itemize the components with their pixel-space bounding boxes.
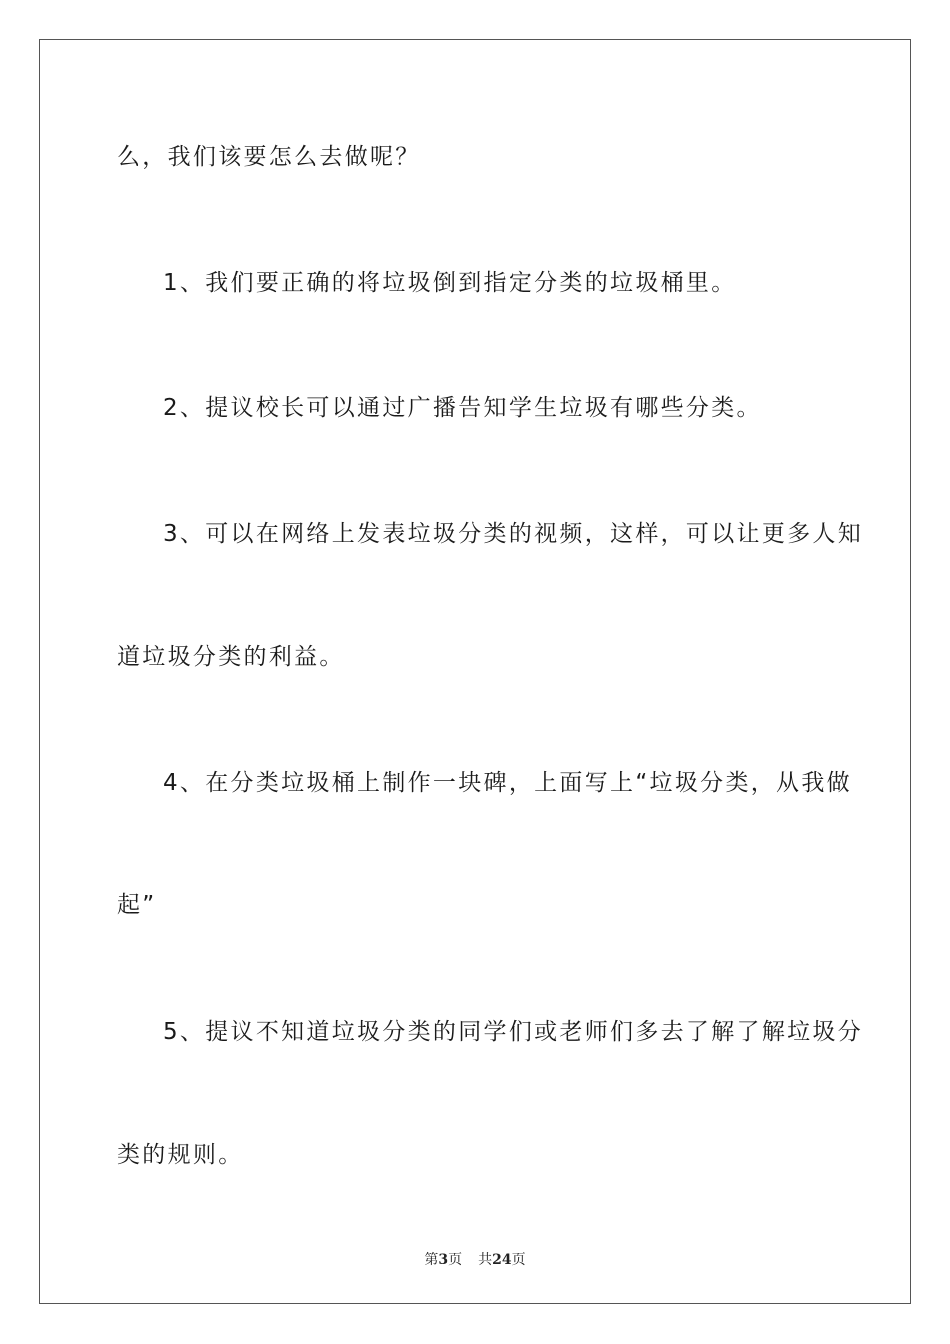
page-prefix: 第 bbox=[424, 1252, 439, 1268]
list-item: 4、在分类垃圾桶上制作一块碑，上面写上“垃圾分类，从我做 bbox=[163, 770, 852, 796]
list-item: 3、可以在网络上发表垃圾分类的视频，这样，可以让更多人知 bbox=[163, 521, 864, 547]
text-line: 么，我们该要怎么去做呢？ bbox=[117, 144, 421, 170]
page-suffix: 页 bbox=[448, 1252, 463, 1268]
total-suffix: 页 bbox=[511, 1252, 526, 1268]
list-item: 1、我们要正确的将垃圾倒到指定分类的垃圾桶里。 bbox=[163, 270, 737, 296]
text-line: 类的规则。 bbox=[117, 1142, 244, 1168]
total-prefix: 共 bbox=[478, 1252, 493, 1268]
list-item: 5、提议不知道垃圾分类的同学们或老师们多去了解了解垃圾分 bbox=[163, 1019, 864, 1045]
list-item: 2、提议校长可以通过广播告知学生垃圾有哪些分类。 bbox=[163, 395, 762, 421]
page-frame bbox=[39, 39, 911, 1304]
text-line: 起” bbox=[117, 892, 157, 918]
text-line: 道垃圾分类的利益。 bbox=[117, 644, 345, 670]
page-number: 3 bbox=[438, 1252, 449, 1268]
total-pages: 24 bbox=[492, 1252, 512, 1268]
page-footer bbox=[0, 1249, 950, 1269]
